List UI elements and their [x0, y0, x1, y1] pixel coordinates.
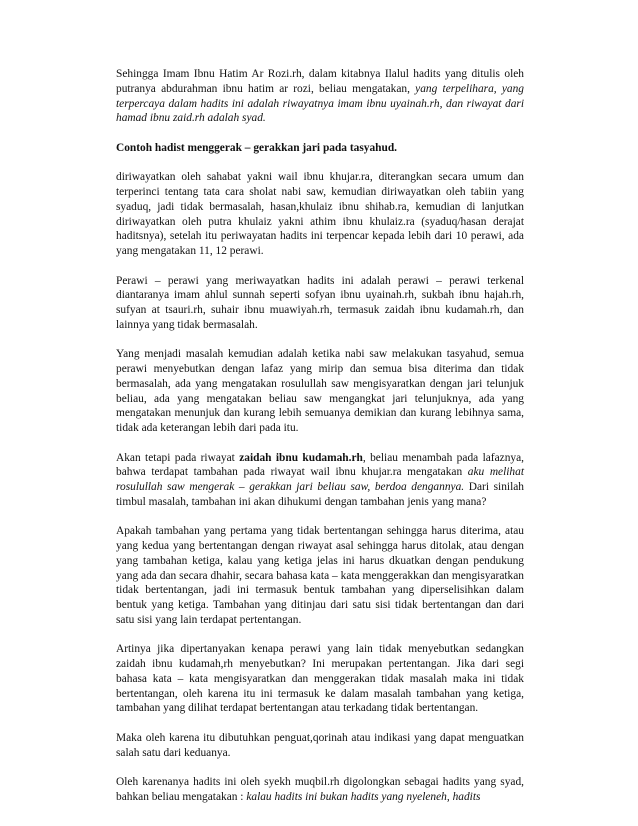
paragraph-5-text-c: , beliau menambah pada lafaznya, bahwa terdapat tambahan pada riwayat wail ibnu khujar.ra mengatakan	[116, 451, 524, 479]
paragraph-1-text: Sehingga Imam Ibnu Hatim Ar Rozi.rh, dalam kitabnya Ilalul hadits yang ditulis oleh putranya abdurahman ibnu hatim ar rozi, beliau mengatakan,	[116, 68, 524, 95]
paragraph-9-text: Oleh karenanya hadits ini oleh syekh muqbil.rh digolongkan sebagai hadits yang syad, bahkan beliau mengatakan :	[116, 776, 524, 803]
paragraph-3: Perawi – perawi yang meriwayatkan hadits ini adalah perawi – perawi terkenal diantaranya imam ahlul sunnah seperti sofyan ibnu uyainah.rh, sukbah ibnu hajah.rh, sufyan at tsauri.rh, suhair ibnu muawiyah.rh, termasuk zaidah ibnu kudamah.rh, dan lainnya yang tidak bermasalah.	[116, 274, 524, 331]
paragraph-5-text-e: Dari sinilah timbul masalah, tambahan ini akan dihukumi dengan tambahan jenis yang mana?	[116, 481, 524, 508]
paragraph-5-bold-name: zaidah ibnu kudamah.rh	[239, 451, 363, 464]
paragraph-2: diriwayatkan oleh sahabat yakni wail ibnu khujar.ra, diterangkan secara umum dan terperinci tentang tata cara sholat nabi saw, kemudian diriwayatkan oleh tabiin yang syaduq, jadi tidak bermasalah, hasan,khulaiz ibnu shihab.ra, kemudian di lanjutkan diriwayatkan oleh putra khulaiz yakni athim ibnu khulaiz.ra (syaduq/hasan derajat haditsnya), setelah itu periwayatan hadits ini terpencar kepada lebih dari 10 perawi, ada yang mengatakan 11, 12 perawi.	[116, 171, 524, 257]
paragraph-7: Artinya jika dipertanyakan kenapa perawi yang lain tidak menyebutkan sedangkan zaidah ibnu kudamah,rh menyebutkan? Ini merupakan pertentangan. Jika dari segi bahasa kata – kata mengisyaratkan dan menggerakan tidak masalah maka ini tidak bertentangan, oleh karena itu ini termasuk ke dalam masalah tambahan yang ketiga, tambahan yang dilihat terdapat bertentangan atau terkadang tidak bertentangan.	[116, 643, 524, 715]
paragraph-1	[116, 67, 524, 126]
paragraph-8: Maka oleh karena itu dibutuhkan penguat,qorinah atau indikasi yang dapat menguatkan salah satu dari keduanya.	[116, 731, 524, 759]
paragraph-1-italic-quote: yang terpelihara, yang terpercaya dalam hadits ini adalah riwayatnya imam ibnu uyainah.rh, dan riwayat dari hamad ibnu zaid.rh adalah syad.	[116, 82, 524, 125]
paragraph-4: Yang menjadi masalah kemudian adalah ketika nabi saw melakukan tasyahud, semua perawi menyebutkan dengan lafaz yang mirip dan semua bisa diterima dan tidak bermasalah, ada yang mengatakan rosulullah saw mengisyaratkan dengan jari telunjuk beliau, ada yang mengatakan beliau saw mengangkat jari telunjuknya, ada yang mengatakan menunjuk dan kurang lebih semuanya demikian dan kurang lebihnya sama, tidak ada keterangan lebih dari pada itu.	[116, 348, 524, 434]
document-page	[116, 67, 524, 819]
paragraph-9-italic-quote: kalau hadits ini bukan hadits yang nyeleneh, hadits	[246, 790, 481, 803]
paragraph-9	[116, 775, 524, 805]
paragraph-6: Apakah tambahan yang pertama yang tidak bertentangan sehingga harus diterima, atau yang kedua yang bertentangan dengan riwayat asal sehingga harus ditolak, atau dengan yang tambahan ketiga, kalau yang ketiga jelas ini harus dkuatkan dengan pendukung yang ada dan secara dhahir, secara bahasa kata – kata menggerakkan dan mengisyaratkan tidak bertentangan, jadi ini termasuk bentuk tambahan yang diperselisihkan dalam bentuk yang ketiga. Tambahan yang ditinjau dari satu sisi tidak bertentangan dan dari satu sisi yang lain terdapat pertentangan.	[116, 525, 524, 626]
paragraph-5	[116, 451, 524, 510]
paragraph-5-italic-quote: aku melihat rosulullah saw mengerak – gerakkan jari beliau saw, berdoa dengannya.	[116, 466, 524, 493]
paragraph-5-text-a: Akan tetapi pada riwayat	[116, 451, 240, 464]
section-heading: Contoh hadist menggerak – gerakkan jari pada tasyahud.	[116, 141, 398, 154]
